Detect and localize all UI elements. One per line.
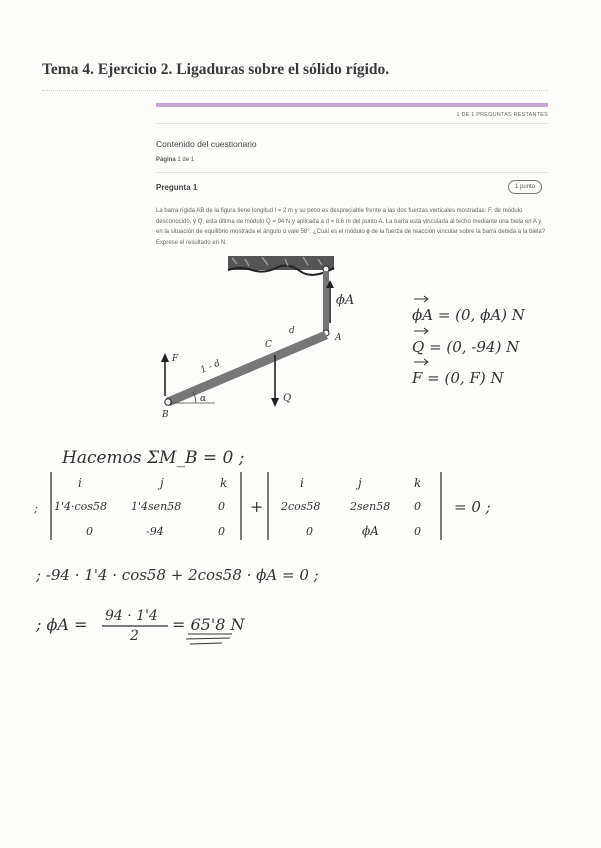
result-numerator: 94 · 1'4 bbox=[105, 608, 158, 624]
label-A: A bbox=[335, 333, 342, 343]
det1-r2c1: 1'4·cos58 bbox=[54, 500, 107, 513]
moment-equation: ; -94 · 1'4 · cos58 + 2cos58 · ϕA = 0 ; bbox=[36, 566, 319, 584]
det1-j: j bbox=[160, 476, 164, 490]
question-title: Pregunta 1 bbox=[156, 183, 198, 192]
result bbox=[35, 608, 246, 644]
det2-r3c1: 0 bbox=[306, 525, 313, 538]
label-F: F bbox=[172, 354, 179, 364]
rod-link bbox=[323, 266, 329, 336]
determinant-2 bbox=[268, 472, 441, 540]
points-badge: 1 punto bbox=[508, 180, 542, 194]
det1-r2c3: 0 bbox=[218, 500, 225, 513]
det2-i: i bbox=[300, 476, 304, 490]
question-statement: La barra rígida AB de la figura tiene longitud l = 2 m y su peso es despreciable frente a las dos fuerzas verticales mostradas: F, de módulo desconocido, y Q, esta última de módulo Q = 94 N y aplicada a d = 0.6 m del punto A. La barra está vinculada al techo mediante una biela en A y en la situación de equilibrio mostrada el ángulo α vale 58°. ¿Cuál es el módulo ϕ de la fuerza de reacción vincular sobre la barra debida a la biela? Exprese el resultado en N. bbox=[156, 208, 546, 246]
det1-r3c2: -94 bbox=[146, 525, 164, 538]
label-Q: Q bbox=[283, 393, 292, 404]
equals-zero: = 0 ; bbox=[454, 498, 491, 516]
result-lhs: ; ϕA = bbox=[36, 615, 88, 634]
content-title: Contenido del cuestionario bbox=[156, 139, 257, 149]
det2-r2c2: 2sen58 bbox=[350, 500, 391, 513]
determinant-1 bbox=[51, 472, 241, 540]
label-one-minus-d: 1 - d bbox=[199, 358, 222, 376]
hacemos-line: Hacemos ΣM_B = 0 ; bbox=[62, 448, 245, 468]
plus-sign: + bbox=[250, 497, 264, 516]
page-label-rest: 1 de 1 bbox=[177, 157, 195, 163]
ceiling bbox=[228, 256, 334, 275]
det2-r2c1: 2cos58 bbox=[281, 500, 321, 513]
det1-r3c3: 0 bbox=[218, 525, 225, 538]
eq-phiA: ϕA = (0, ϕA) N bbox=[412, 306, 525, 324]
underline-marks bbox=[186, 634, 232, 644]
det1-r3c1: 0 bbox=[86, 525, 93, 538]
bar-AB bbox=[166, 331, 328, 406]
page-label-bold: Página bbox=[156, 157, 176, 163]
result-denominator: 2 bbox=[130, 628, 139, 644]
page-title: Tema 4. Ejercicio 2. Ligaduras sobre el sólido rígido. bbox=[42, 61, 390, 78]
label-d: d bbox=[289, 326, 295, 336]
label-phiA: ϕA bbox=[336, 293, 355, 308]
det2-k: k bbox=[414, 476, 422, 490]
vector-equations bbox=[411, 296, 526, 387]
eq-Q: Q = (0, -94) N bbox=[412, 338, 520, 356]
label-alpha: α bbox=[200, 394, 207, 404]
det1-k: k bbox=[220, 476, 228, 490]
progress-text: 1 DE 1 PREGUNTAS RESTANTES bbox=[456, 112, 548, 118]
pin-B bbox=[165, 399, 171, 405]
semicolon-mark: ; bbox=[34, 501, 39, 515]
det2-r3c3: 0 bbox=[414, 525, 421, 538]
det2-r2c3: 0 bbox=[414, 500, 421, 513]
det2-j: j bbox=[358, 476, 362, 490]
label-B: B bbox=[162, 410, 169, 420]
label-C: C bbox=[265, 340, 272, 350]
det2-r3c2: ϕA bbox=[362, 524, 379, 538]
det1-r2c2: 1'4sen58 bbox=[131, 500, 182, 513]
eq-F: F = (0, F) N bbox=[412, 369, 504, 387]
det1-i: i bbox=[78, 476, 82, 490]
result-value: = 65'8 N bbox=[172, 615, 245, 634]
